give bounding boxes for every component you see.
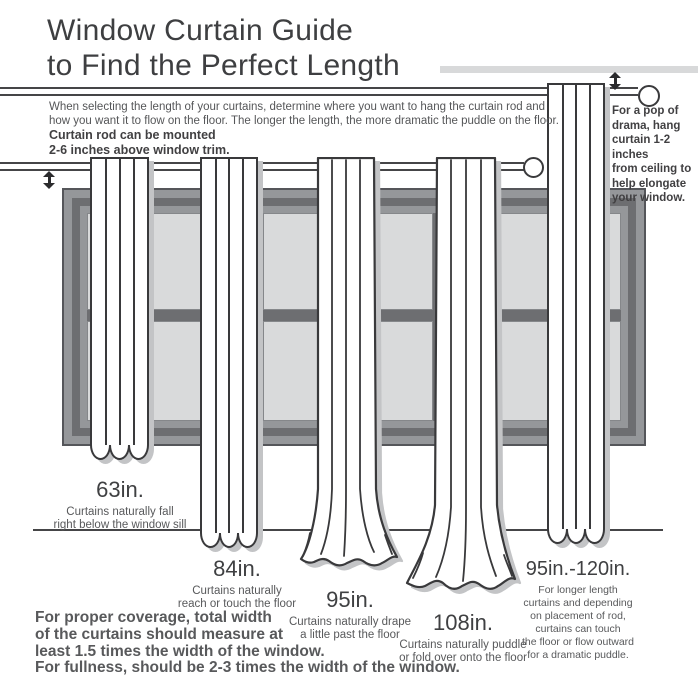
length-description	[488, 584, 668, 662]
curtain-scalloped-hem	[547, 529, 605, 544]
upper-curtain-rod-line-bottom	[0, 94, 638, 96]
scallop	[109, 445, 130, 460]
rod-mount-note-line1: Curtain rod can be mounted	[49, 128, 216, 142]
ceiling-note-line: curtain 1-2 inches	[612, 134, 671, 161]
ceiling-note-line: help elongate	[612, 177, 687, 190]
length-value: 84in.	[213, 556, 261, 581]
desc-line: curtains and depending	[523, 597, 633, 609]
page-title	[47, 13, 400, 83]
intro-line1: When selecting the length of your curtains, determine where you want to hang the curtain rod and	[49, 101, 546, 113]
footer-line: least 1.5 times the width of the window.	[35, 642, 325, 660]
curtain-panel	[90, 157, 149, 445]
scallop	[547, 529, 568, 544]
desc-line: Curtains naturally	[192, 585, 282, 597]
intro-paragraph	[49, 101, 559, 128]
double-arrow-vertical-icon	[608, 72, 622, 90]
length-value: 108in.	[433, 610, 493, 635]
rod-mount-note-line2: 2-6 inches above window trim.	[49, 143, 230, 157]
desc-line: Curtains naturally drape	[288, 616, 412, 628]
curtain-fold-line	[119, 159, 121, 445]
desc-line: right below the window sill	[53, 519, 187, 531]
ceiling-note-line: your window.	[612, 192, 686, 204]
curtain-fold-line	[562, 85, 564, 529]
length-value: 95in.	[326, 587, 374, 612]
desc-line: Curtains naturally fall	[66, 506, 174, 518]
curtain-63in	[90, 157, 149, 460]
desc-line: for a dramatic puddle.	[527, 649, 629, 661]
scallop	[200, 533, 221, 548]
ceiling-note-line: For a pop of	[612, 105, 679, 117]
scallop	[219, 533, 240, 548]
curtain-fold-line	[589, 85, 591, 529]
intro-line2: how you want it to flow on the floor. The longer the length, the more dramatic the puddle on the floor.	[49, 114, 559, 127]
curtain-fold-line	[242, 159, 244, 533]
length-value: 63in.	[96, 477, 144, 502]
desc-line: Curtains naturally puddle	[399, 639, 527, 651]
page-title-line2: to Find the Perfect Length	[47, 49, 401, 82]
footer-line: For fullness, should be 2-3 times the width of the window.	[35, 659, 460, 677]
length-value: 95in.-120in.	[525, 558, 631, 580]
rod-mount-note	[49, 128, 230, 158]
desc-line: the floor or flow outward	[521, 636, 635, 648]
desc-line: a little past the floor	[300, 629, 400, 641]
length-description	[30, 506, 210, 532]
curtain-panel	[301, 158, 397, 565]
footer-line: of the curtains should measure at	[35, 625, 284, 643]
page-title-line1: Window Curtain Guide	[47, 14, 354, 47]
scallop	[90, 445, 111, 460]
curtain-fold-line	[575, 85, 577, 529]
footer-line: For proper coverage, total width	[35, 609, 272, 626]
curtain-fold-line	[133, 159, 135, 445]
scallop	[584, 529, 605, 544]
arrow-down-head	[43, 183, 55, 189]
curtain-fold-line	[215, 159, 217, 533]
curtain-panel	[407, 158, 515, 589]
curtain-scalloped-hem	[200, 533, 258, 548]
ceiling-note-line: drama, hang	[612, 119, 681, 132]
curtain-label-63in	[30, 477, 210, 532]
arrow-down-head	[609, 84, 621, 90]
ceiling-drama-note	[612, 104, 700, 206]
scallop	[237, 533, 258, 548]
curtain-panel	[547, 83, 605, 529]
ceiling-note-line: from ceiling to	[612, 163, 692, 175]
ceiling-bar	[440, 66, 698, 73]
double-arrow-vertical-icon	[42, 171, 56, 189]
curtain-fold-line	[105, 159, 107, 445]
scallop	[566, 529, 587, 544]
desc-line: curtains can touch	[535, 623, 621, 635]
desc-line: or fold over onto the floor	[399, 652, 527, 664]
curtain-fold-line	[228, 159, 230, 533]
curtain-scalloped-hem	[90, 445, 149, 460]
curtain-label-95-120in	[488, 558, 668, 662]
rod-finial-icon	[523, 157, 544, 178]
desc-line: For longer length	[538, 584, 618, 596]
desc-line: reach or touch the floor	[177, 598, 297, 610]
curtain-108in	[403, 157, 519, 599]
scallop	[128, 445, 149, 460]
upper-curtain-rod-line-top	[0, 87, 638, 89]
desc-line: on placement of rod,	[530, 610, 626, 622]
curtain-95-120in	[547, 83, 605, 544]
curtain-95in	[297, 157, 401, 581]
